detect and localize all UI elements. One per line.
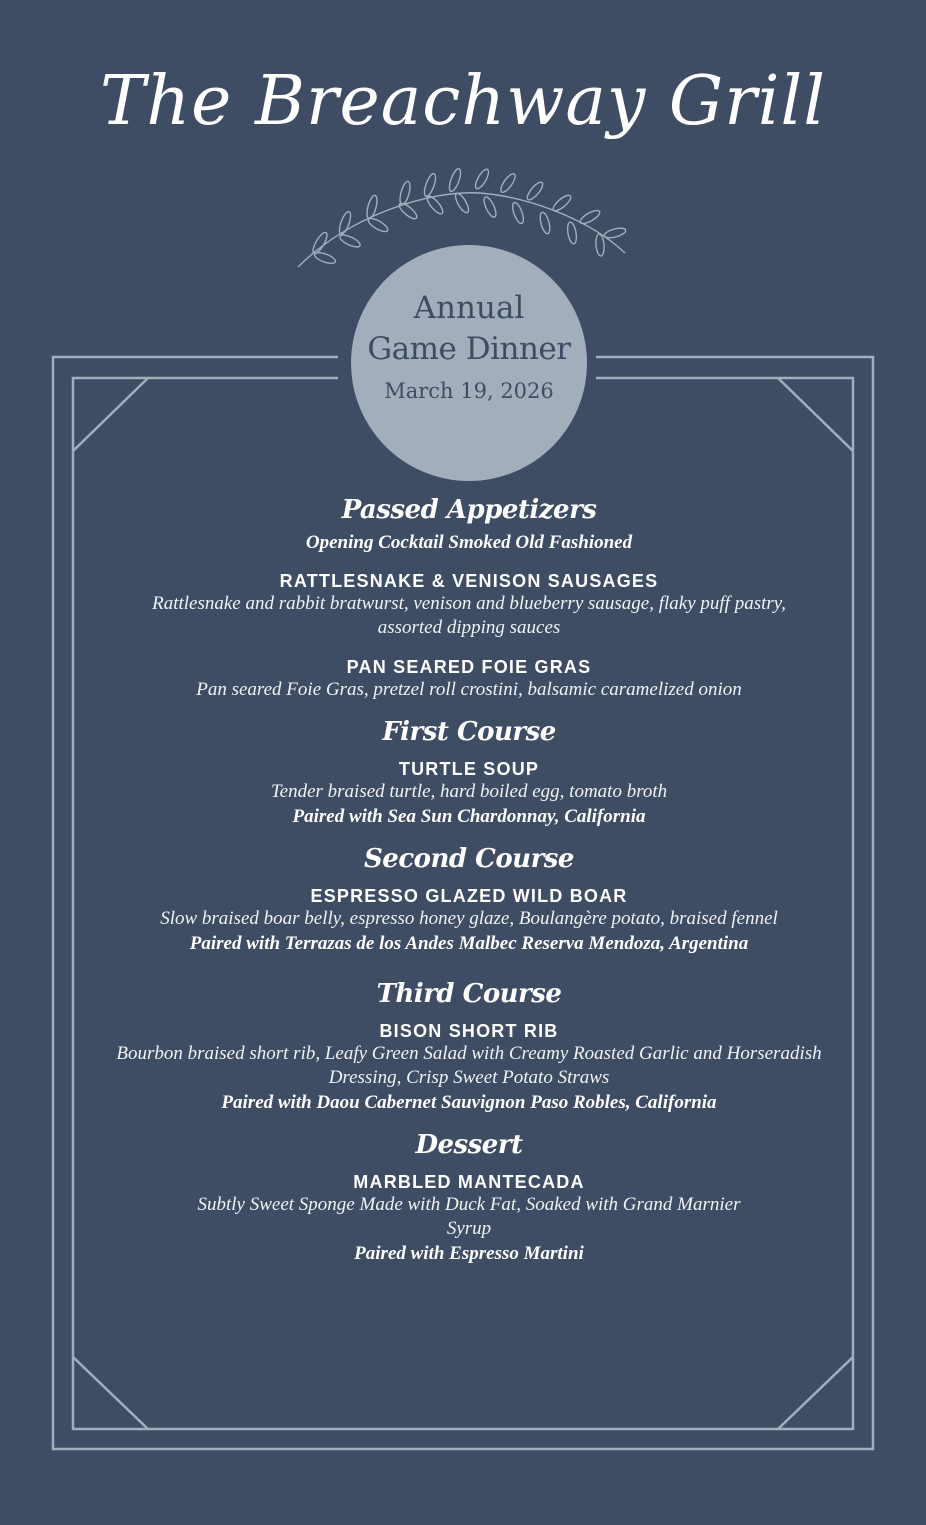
- menu-item: [100, 1020, 838, 1115]
- dish-description: Rattlesnake and rabbit bratwurst, venison and blueberry sausage, flaky puff pastry, assorted dipping sauces: [152, 593, 786, 638]
- section-passed-appetizers: [100, 490, 838, 702]
- dish-name: MARBLED MANTECADA: [353, 1172, 585, 1192]
- wine-pairing: Paired with Daou Cabernet Sauvignon Paso Robles, California: [221, 1092, 717, 1113]
- event-date: March 19, 2026: [384, 379, 554, 403]
- menu-item: [100, 758, 838, 829]
- wine-pairing: Paired with Terrazas de los Andes Malbec Reserva Mendoza, Argentina: [189, 933, 749, 954]
- wine-pairing: Paired with Espresso Martini: [354, 1243, 584, 1264]
- section-title: Second Course: [364, 844, 574, 874]
- dish-description: Bourbon braised short rib, Leafy Green Salad with Creamy Roasted Garlic and Horseradish Dressing, Crisp Sweet Potato Straws: [116, 1043, 822, 1088]
- menu-item: [100, 885, 838, 956]
- restaurant-title: The Breachway Grill: [100, 62, 826, 141]
- menu-body: [100, 490, 838, 1276]
- dish-description: Subtly Sweet Sponge Made with Duck Fat, Soaked with Grand Marnier Syrup: [197, 1194, 741, 1239]
- section-title: First Course: [382, 717, 556, 747]
- event-badge-line1: Annual: [413, 290, 525, 326]
- event-badge: [351, 245, 587, 481]
- dish-description: Pan seared Foie Gras, pretzel roll crostini, balsamic caramelized onion: [196, 679, 742, 700]
- opening-cocktail: Opening Cocktail Smoked Old Fashioned: [305, 532, 633, 553]
- section-title: Third Course: [376, 979, 562, 1009]
- dish-name: BISON SHORT RIB: [379, 1021, 559, 1041]
- section-title: Dessert: [415, 1130, 523, 1160]
- dish-description: Tender braised turtle, hard boiled egg, tomato broth: [270, 781, 668, 802]
- dish-name: TURTLE SOUP: [398, 759, 540, 779]
- menu-item: [100, 570, 838, 640]
- dish-name: RATTLESNAKE & VENISON SAUSAGES: [279, 571, 659, 591]
- dish-name: PAN SEARED FOIE GRAS: [346, 657, 592, 677]
- menu-item: [100, 1171, 838, 1266]
- menu-item: [100, 656, 838, 702]
- dish-description: Slow braised boar belly, espresso honey glaze, Boulangère potato, braised fennel: [160, 908, 778, 929]
- dish-name: ESPRESSO GLAZED WILD BOAR: [310, 886, 628, 906]
- event-badge-line2: Game Dinner: [367, 331, 571, 367]
- section-title: Passed Appetizers: [341, 495, 597, 525]
- section-first-course: [100, 712, 838, 829]
- wine-pairing: Paired with Sea Sun Chardonnay, California: [292, 806, 646, 827]
- section-second-course: [100, 839, 838, 956]
- section-dessert: [100, 1125, 838, 1266]
- section-third-course: [100, 974, 838, 1115]
